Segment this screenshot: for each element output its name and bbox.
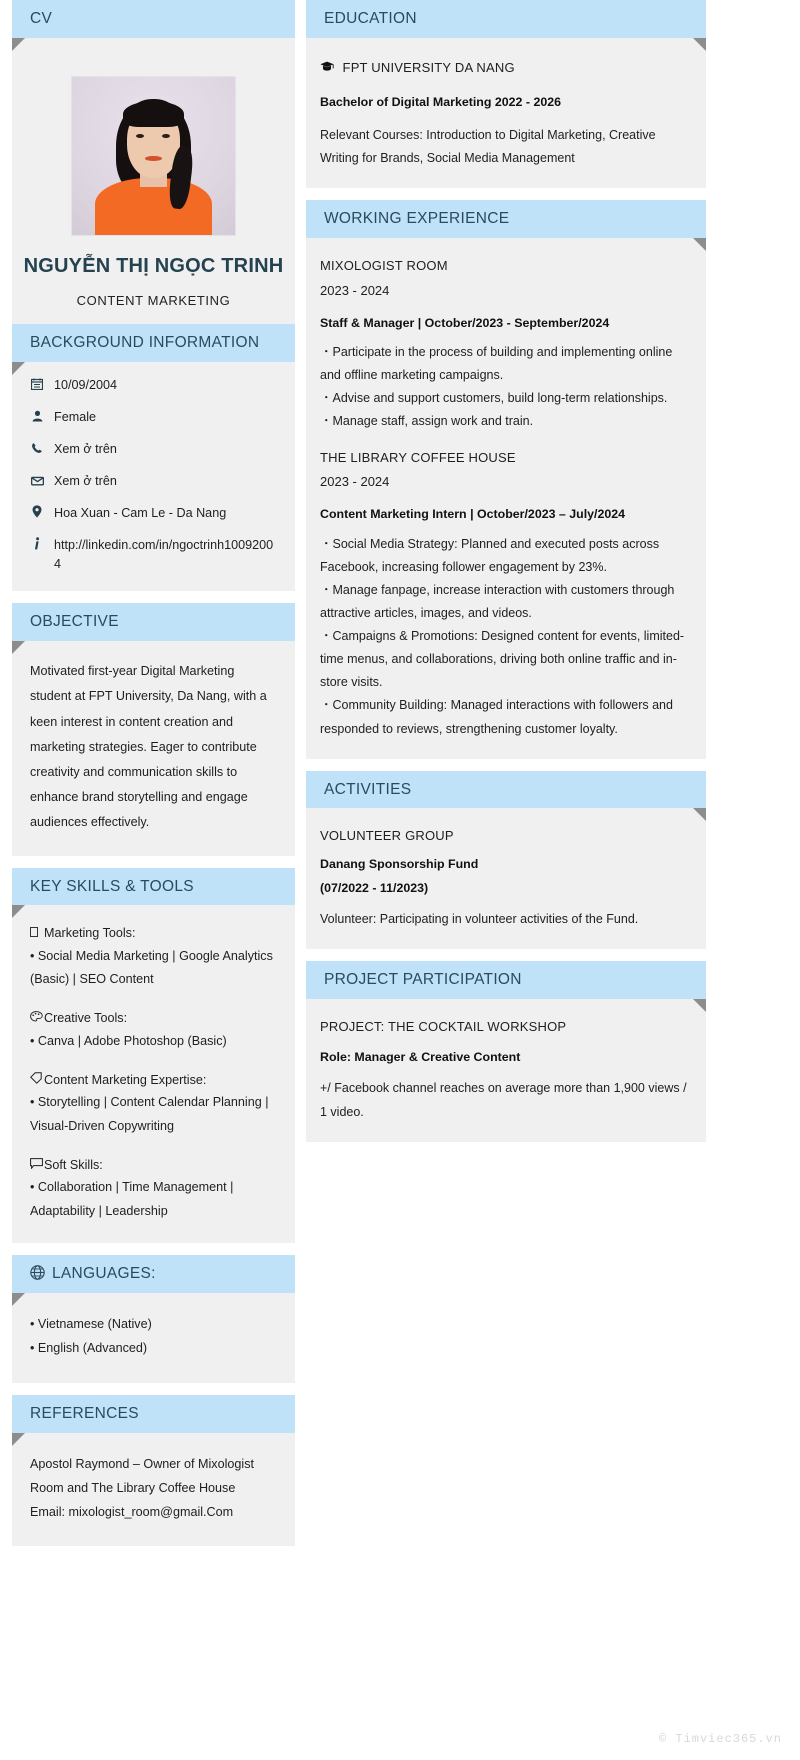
right-column <box>306 0 706 1142</box>
info-value-linkedin[interactable]: http://linkedin.com/in/ngoctrinh10092004 <box>54 537 274 571</box>
education-school: FPT UNIVERSITY DA NANG <box>342 59 515 75</box>
band-fold <box>12 641 25 654</box>
background-information-panel <box>12 362 295 592</box>
job-entry <box>320 446 694 741</box>
info-row-address <box>30 504 277 523</box>
missing-glyph-icon <box>30 923 44 944</box>
project-detail: +/ Facebook channel reaches on average more than 1,900 views / 1 video. <box>320 1081 687 1119</box>
info-row-gender <box>30 408 277 427</box>
job-years-2: 2023 - 2024 <box>320 474 390 490</box>
candidate-role: CONTENT MARKETING <box>76 292 231 308</box>
working-experience-band <box>306 200 706 238</box>
cv-title: CV <box>30 10 53 27</box>
info-value-email: Xem ở trên <box>54 473 117 488</box>
graduation-cap-icon <box>320 61 338 75</box>
tag-icon <box>30 1070 44 1091</box>
working-experience-panel <box>306 238 706 759</box>
job-bullet: ・Advise and support customers, build long-term relationships. <box>320 391 668 406</box>
band-fold <box>693 38 706 51</box>
band-fold <box>12 362 25 375</box>
references-panel <box>12 1433 295 1547</box>
job-bullet: ・Participate in the process of building and implementing online and offline marketing campaigns. <box>320 345 673 383</box>
job-bullet: ・Manage fanpage, increase interaction with customers through attractive articles, images, and videos. <box>320 582 675 620</box>
gender-icon <box>30 408 44 427</box>
info-list <box>30 376 277 574</box>
references-band <box>12 1395 295 1433</box>
key-skills-band <box>12 868 295 906</box>
objective-band <box>12 603 295 641</box>
objective-text: Motivated first-year Digital Marketing student at FPT University, Da Nang, with a keen interest in content creation and marketing strategies. Eager to contribute creativity and communication skills to enhance brand storytelling and engage audiences effectively. <box>30 664 267 830</box>
info-value-birthdate: 10/09/2004 <box>54 377 118 392</box>
skill-label-marketing-tools: Marketing Tools: <box>44 926 136 941</box>
speech-bubble-icon <box>30 1155 44 1176</box>
band-fold <box>693 808 706 821</box>
skill-group-content-expertise <box>30 1070 277 1138</box>
phone-icon <box>30 440 44 459</box>
activity-description: Volunteer: Participating in volunteer activities of the Fund. <box>320 912 639 927</box>
info-row-linkedin[interactable] <box>30 536 277 574</box>
band-fold <box>12 38 25 51</box>
job-title-2: Content Marketing Intern | October/2023 – July/2024 <box>320 506 626 521</box>
language-item-vietnamese: • Vietnamese (Native) <box>30 1317 152 1332</box>
activities-band <box>306 771 706 809</box>
activity-org: Danang Sponsorship Fund <box>320 857 479 872</box>
cv-title-band <box>12 0 295 38</box>
project-role: Role: Manager & Creative Content <box>320 1049 521 1064</box>
project-participation-band <box>306 961 706 999</box>
project-participation-heading: PROJECT PARTICIPATION <box>324 971 522 989</box>
skill-group-marketing-tools <box>30 923 277 991</box>
job-company-2: THE LIBRARY COFFEE HOUSE <box>320 449 516 465</box>
email-icon <box>30 472 44 491</box>
background-information-heading: BACKGROUND INFORMATION <box>30 333 260 351</box>
skill-value-soft-skills: • Collaboration | Time Management | Adaptability | Leadership <box>30 1180 234 1218</box>
references-heading: REFERENCES <box>30 1404 139 1422</box>
skill-value-marketing-tools: • Social Media Marketing | Google Analytics (Basic) | SEO Content <box>30 948 273 987</box>
skill-value-creative-tools: • Canva | Adobe Photoshop (Basic) <box>30 1033 227 1048</box>
band-fold <box>12 1293 25 1306</box>
job-company-1: MIXOLOGIST ROOM <box>320 258 448 274</box>
job-bullet: ・Community Building: Managed interactions with followers and responded to reviews, strengthening customer loyalty. <box>320 698 673 736</box>
activities-panel <box>306 808 706 949</box>
education-heading: EDUCATION <box>324 10 417 27</box>
info-value-phone: Xem ở trên <box>54 441 117 456</box>
activity-period: (07/2022 - 11/2023) <box>320 880 429 895</box>
background-information-band <box>12 324 295 362</box>
reference-line-1: Apostol Raymond – Owner of Mixologist <box>30 1456 254 1471</box>
key-skills-panel <box>12 905 295 1243</box>
languages-heading: LANGUAGES: <box>52 1265 156 1283</box>
skill-group-creative-tools <box>30 1008 277 1053</box>
band-fold <box>12 905 25 918</box>
job-bullet: ・Social Media Strategy: Planned and executed posts across Facebook, increasing follower engagement by 23%. <box>320 536 660 574</box>
objective-heading: OBJECTIVE <box>30 613 119 631</box>
watermark: © Timviec365.vn <box>658 1732 782 1746</box>
skill-value-content-expertise: • Storytelling | Content Calendar Planning | Visual-Driven Copywriting <box>30 1095 269 1133</box>
project-name: PROJECT: THE COCKTAIL WORKSHOP <box>320 1019 567 1035</box>
candidate-name: NGUYỄN THỊ NGỌC TRINH <box>23 254 284 277</box>
reference-line-2: Room and The Library Coffee House <box>30 1480 236 1495</box>
job-bullet: ・Campaigns & Promotions: Designed content for events, limited-time menus, and collaborations, driving both online traffic and in-store visits. <box>320 629 685 690</box>
job-years-1: 2023 - 2024 <box>320 282 390 298</box>
project-participation-panel <box>306 999 706 1142</box>
languages-panel <box>12 1293 295 1383</box>
info-icon <box>30 536 44 555</box>
education-courses: Relevant Courses: Introduction to Digital Marketing, Creative Writing for Brands, Social Media Management <box>320 128 656 166</box>
reference-line-3: Email: mixologist_room@gmail.Com <box>30 1504 234 1519</box>
language-item-english: • English (Advanced) <box>30 1340 148 1355</box>
activity-group: VOLUNTEER GROUP <box>320 828 454 844</box>
education-degree: Bachelor of Digital Marketing 2022 - 2026 <box>320 94 562 109</box>
location-pin-icon <box>30 504 44 523</box>
working-experience-heading: WORKING EXPERIENCE <box>324 210 510 228</box>
calendar-icon <box>30 376 44 395</box>
languages-band <box>12 1255 295 1293</box>
info-value-gender: Female <box>54 409 96 424</box>
left-column <box>12 0 295 1546</box>
info-row-phone <box>30 440 277 459</box>
band-fold <box>12 1433 25 1446</box>
info-row-birthdate <box>30 376 277 395</box>
skill-label-content-expertise: Content Marketing Expertise: <box>44 1073 207 1088</box>
education-school-row <box>320 56 694 81</box>
education-panel <box>306 38 706 189</box>
skill-group-soft-skills <box>30 1155 277 1223</box>
skill-label-soft-skills: Soft Skills: <box>44 1158 103 1173</box>
key-skills-heading: KEY SKILLS & TOOLS <box>30 877 194 895</box>
artist-palette-icon <box>30 1008 44 1029</box>
education-band <box>306 0 706 38</box>
job-entry <box>320 254 694 433</box>
band-fold <box>693 999 706 1012</box>
job-bullet: ・Manage staff, assign work and train. <box>320 414 534 429</box>
band-fold <box>693 238 706 251</box>
portrait-photo <box>71 76 236 236</box>
info-value-address: Hoa Xuan - Cam Le - Da Nang <box>54 505 227 520</box>
skill-label-creative-tools: Creative Tools: <box>44 1011 128 1026</box>
activities-heading: ACTIVITIES <box>324 780 412 798</box>
globe-icon <box>30 1265 45 1283</box>
profile-panel <box>12 38 295 324</box>
objective-panel <box>12 641 295 855</box>
job-title-1: Staff & Manager | October/2023 - September/2024 <box>320 315 610 330</box>
info-row-email <box>30 472 277 491</box>
